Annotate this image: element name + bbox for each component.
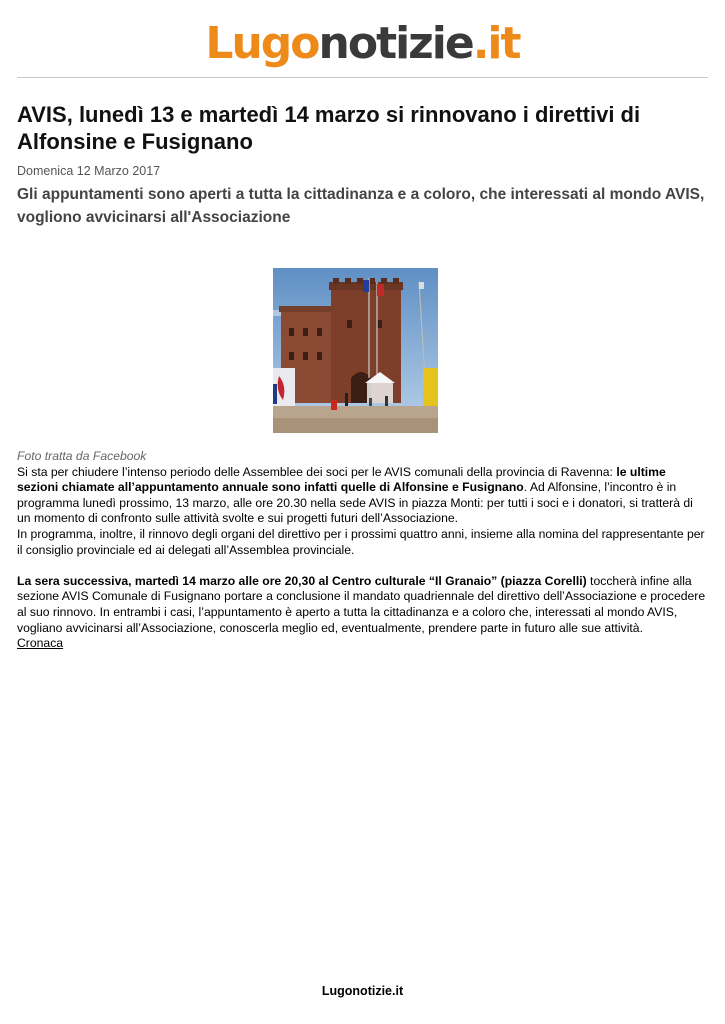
paragraph-2: In programma, inoltre, il rinnovo degli organi del direttivo per i prossimi quattro anni, insieme alla nomina del rappresentante per il consiglio provinciale ed ai delegati all’Assemblea provinciale.: [17, 526, 705, 557]
paragraph-1-highlight: le ultime sezioni chiamate all’appuntamento annuale sono infatti quelle di Alfonsine e Fusignano: [17, 464, 666, 495]
paragraph-3: La sera successiva, martedì 14 marzo alle ore 20,30 al Centro culturale “Il Granaio” (piazza Corelli) toccherà infine alla sezione AVIS Comunale di Fusignano portare a conclusione il mandato quadriennale del direttivo dell’Associazione e procedere al suo rinnovo. In entrambi i casi, l’appuntamento è aperto a tutta la cittadinanza e a coloro che, interessati al mondo AVIS, vogliano avvicinarsi all’Associazione, conoscerla meglio ed, eventualmente, prendere parte in futuro alle sue attività.: [17, 573, 706, 635]
article-body: [17, 449, 709, 652]
header-divider: [17, 77, 708, 78]
castle-photo-illustration: [273, 268, 438, 433]
paragraph-1: Si sta per chiudere l’intenso periodo delle Assemblee dei soci per le AVIS comunali della provincia di Ravenna: le ultime sezioni chiamate all’appuntamento annuale sono infatti quelle di Alfonsine e Fusignano. Ad Alfonsine, l’incontro è in programma lunedì prossimo, 13 marzo, alle ore 20.30 nella sede AVIS in piazza Monti: per tutti i soci e i donatori, si tratterà di un momento di confronto sulle attività svolte e sui progetti futuri dell’Associazione.: [17, 464, 693, 526]
paragraph-3-highlight: La sera successiva, martedì 14 marzo alle ore 20,30 al Centro culturale “Il Granaio” (piazza Corelli): [17, 573, 587, 588]
page-footer: Lugonotizie.it: [321, 984, 404, 998]
paragraph-gap: [17, 558, 709, 574]
article-title: AVIS, lunedì 13 e martedì 14 marzo si rinnovano i direttivi di Alfonsine e Fusignano: [17, 102, 641, 154]
site-header: [0, 14, 725, 74]
site-logo[interactable]: Lugonotizie.it: [205, 18, 520, 69]
category-link[interactable]: Cronaca: [17, 636, 64, 651]
article-date: Domenica 12 Marzo 2017: [17, 164, 161, 178]
article-photo: [273, 268, 438, 433]
image-caption: Foto tratta da Facebook: [17, 449, 147, 463]
article-subtitle: Gli appuntamenti sono aperti a tutta la cittadinanza e a coloro, che interessati al mondo AVIS, vogliono avvicinarsi all'Associazione: [17, 186, 705, 226]
